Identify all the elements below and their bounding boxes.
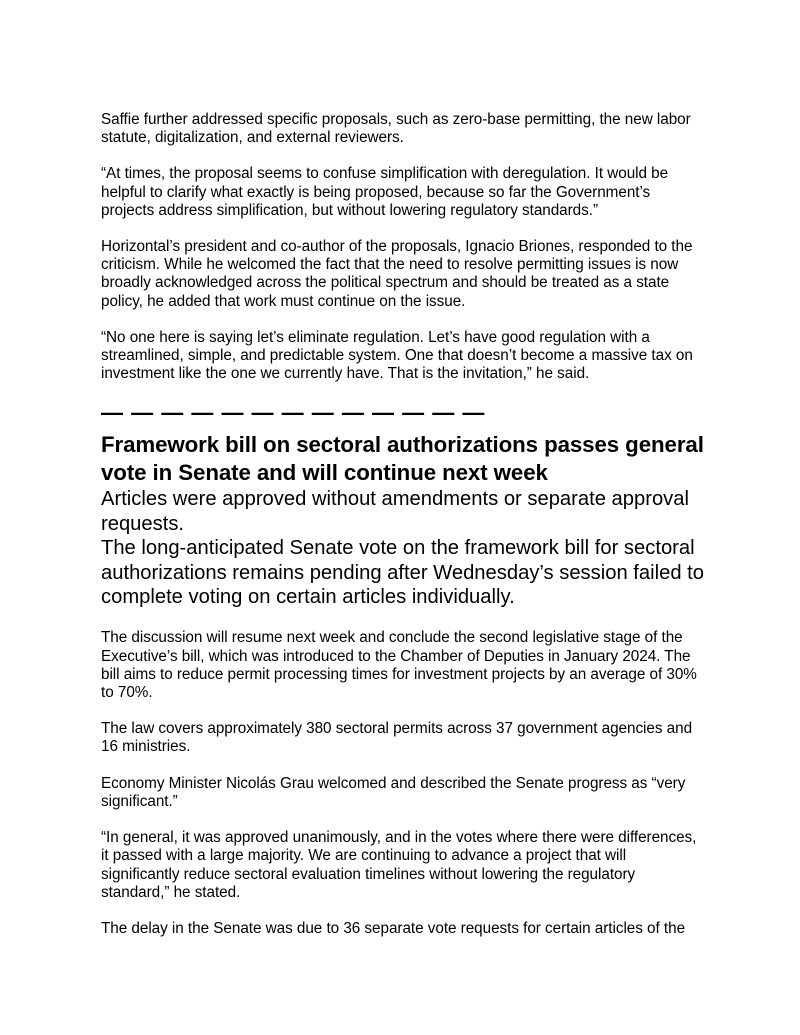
paragraph: The law covers approximately 380 sectoral permits across 37 government agencies and 16 ministries. [101, 720, 693, 756]
article-subheadline: Articles were approved without amendments or separate approval requests. [101, 488, 689, 535]
paragraph: “No one here is saying let’s eliminate regulation. Let’s have good regulation with a streamlined, simple, and predictable system. One that doesn’t become a massive tax on investment like the one we currently have. That is the invitation,” he said. [101, 328, 693, 383]
section-divider: — — — — — — — — — — — — — [101, 400, 486, 426]
paragraph: The delay in the Senate was due to 36 separate vote requests for certain articles of the [101, 919, 686, 937]
paragraph: “At times, the proposal seems to confuse simplification with deregulation. It would be helpful to clarify what exactly is being proposed, because so far the Government’s projects address simplification, but without lowering regulatory standards.” [101, 165, 669, 219]
paragraph: The discussion will resume next week and conclude the second legislative stage of the Executive’s bill, which was introduced to the Chamber of Deputies in January 2024. The bill aims to reduce permit processing times for investment projects by an average of 30% to 70%. [101, 629, 697, 702]
article-lead: The long-anticipated Senate vote on the framework bill for sectoral authorizations remains pending after Wednesday’s session failed to complete voting on certain articles individually. [101, 537, 704, 609]
paragraph: “In general, it was approved unanimously, and in the votes where there were differences, it passed with a large majority. We are continuing to advance a project that will significantly reduce sectoral evaluation timelines without lowering the regulatory standard,” he stated. [101, 829, 697, 901]
document-page [101, 111, 705, 956]
article-headline: Framework bill on sectoral authorizations passes general vote in Senate and will continue next week [101, 432, 704, 486]
paragraph: Saffie further addressed specific proposals, such as zero-base permitting, the new labor statute, digitalization, and external reviewers. [101, 111, 691, 147]
paragraph: Economy Minister Nicolás Grau welcomed and described the Senate progress as “very significant.” [101, 774, 686, 810]
paragraph: Horizontal’s president and co-author of the proposals, Ignacio Briones, responded to the criticism. While he welcomed the fact that the need to resolve permitting issues is now broadly acknowledged across the political spectrum and should be treated as a state policy, he added that work must continue on the issue. [101, 238, 693, 310]
